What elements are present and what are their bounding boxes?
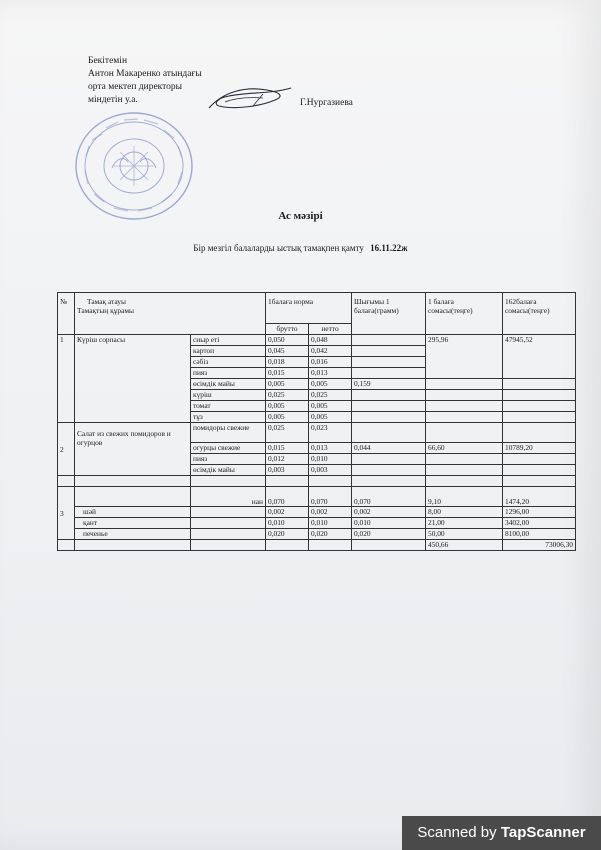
ingredient-consumption: 0,070	[352, 487, 426, 507]
watermark-brand: TapScanner	[500, 824, 586, 841]
header-dish	[75, 293, 266, 335]
header-sum-one: 1 балаға сомасы(теңге)	[426, 293, 503, 335]
header-sum-all: 162балаға сомасы(теңге)	[503, 293, 576, 335]
empty-cell	[191, 507, 266, 518]
ingredient-brutto: 0,002	[266, 507, 309, 518]
page-subtitle	[0, 243, 601, 253]
ingredient-netto: 0,005	[309, 401, 352, 412]
empty-cell	[426, 423, 503, 443]
ingredient-netto: 0,042	[309, 346, 352, 357]
ingredient-name: томат	[191, 401, 266, 412]
dish1-consumption: 0,159	[352, 379, 426, 390]
ingredient-netto: 0,016	[309, 357, 352, 368]
ingredient-consumption: 0,020	[352, 529, 426, 540]
dish1-sum-one: 295,96	[426, 335, 503, 379]
ingredient-netto: 0,023	[309, 423, 352, 443]
empty-cell	[352, 357, 426, 368]
empty-cell	[426, 476, 503, 487]
empty-cell	[352, 346, 426, 357]
ingredient-netto: 0,010	[309, 518, 352, 529]
header-brutto: брутто	[266, 324, 309, 335]
ingredient-name: печенье	[75, 529, 191, 540]
empty-cell	[352, 454, 426, 465]
empty-cell	[191, 540, 266, 551]
subtitle-text: Бір мезгіл балаларды ыстық тамақпен қамту	[193, 243, 364, 253]
ingredient-name: өсімдік майы	[191, 465, 266, 476]
empty-cell	[352, 335, 426, 346]
watermark-prefix: Scanned by	[417, 824, 497, 841]
ingredient-sum-all: 3402,00	[503, 518, 576, 529]
ingredient-brutto: 0,015	[266, 368, 309, 379]
ingredient-netto: 0,013	[309, 368, 352, 379]
ingredient-name: огурцы свежие	[191, 443, 266, 454]
header-composition: Тамақтың құрамы	[77, 306, 135, 315]
page-title: Ас мәзірі	[278, 210, 323, 222]
ingredient-netto: 0,005	[309, 379, 352, 390]
ingredient-brutto: 0,050	[266, 335, 309, 346]
dish1-num: 1	[58, 335, 75, 423]
approval-line-4: міндетін у.а.	[88, 95, 138, 105]
dish1-name: Күріш сорпасы	[75, 335, 191, 423]
ingredient-sum-one: 50,00	[426, 529, 503, 540]
empty-cell	[426, 401, 503, 412]
menu-table	[57, 292, 576, 551]
ingredient-brutto: 0,070	[266, 487, 309, 507]
dish2-num: 2	[58, 423, 75, 476]
dish3-num: 3	[58, 487, 75, 540]
ingredient-netto: 0,048	[309, 335, 352, 346]
table-row	[58, 476, 576, 487]
dish2-consumption: 0,044	[352, 443, 426, 454]
ingredient-brutto: 0,025	[266, 390, 309, 401]
empty-cell	[426, 412, 503, 423]
ingredient-netto: 0,013	[309, 443, 352, 454]
empty-cell	[503, 390, 576, 401]
ingredient-name: өсімдік майы	[191, 379, 266, 390]
ingredient-brutto: 0,012	[266, 454, 309, 465]
ingredient-sum-one: 21,00	[426, 518, 503, 529]
ingredient-netto: 0,003	[309, 465, 352, 476]
ingredient-netto: 0,005	[309, 412, 352, 423]
empty-cell	[503, 423, 576, 443]
ingredient-netto: 0,025	[309, 390, 352, 401]
header-netto: нетто	[309, 324, 352, 335]
empty-cell	[191, 518, 266, 529]
subtitle-date: 16.11.22ж	[370, 243, 408, 253]
table-row	[58, 507, 576, 518]
table-row	[58, 487, 576, 507]
table-row	[58, 423, 576, 443]
ingredient-sum-one: 8,00	[426, 507, 503, 518]
ingredient-name: пияз	[191, 368, 266, 379]
empty-cell	[352, 390, 426, 401]
table-row	[58, 335, 576, 346]
ingredient-name: тұз	[191, 412, 266, 423]
header-num: №	[58, 293, 75, 335]
approval-line-3: орта мектеп директоры	[88, 82, 183, 92]
empty-cell	[503, 454, 576, 465]
ingredient-brutto: 0,045	[266, 346, 309, 357]
empty-cell	[191, 529, 266, 540]
total-sum-one: 450,66	[426, 540, 503, 551]
dish2-name: Салат из свежих помидоров и огурцов	[75, 423, 191, 476]
empty-cell	[352, 465, 426, 476]
empty-cell	[352, 540, 426, 551]
ingredient-brutto: 0,005	[266, 401, 309, 412]
ingredient-name: помидоры свежие	[191, 423, 266, 443]
dish1-sum-all: 47945,52	[503, 335, 576, 379]
empty-cell	[426, 454, 503, 465]
empty-cell	[266, 476, 309, 487]
empty-cell	[58, 476, 75, 487]
dish2-sum-all: 10789,20	[503, 443, 576, 454]
empty-cell	[426, 465, 503, 476]
empty-cell	[426, 390, 503, 401]
header-dish-name: Тамақ атауы	[87, 297, 126, 306]
empty-cell	[352, 401, 426, 412]
ingredient-netto: 0,020	[309, 529, 352, 540]
table-header-row	[58, 293, 576, 324]
header-consumption: Шығымы 1 балаға(грамм)	[352, 293, 426, 335]
ingredient-brutto: 0,018	[266, 357, 309, 368]
empty-cell	[352, 368, 426, 379]
empty-cell	[75, 476, 191, 487]
ingredient-brutto: 0,015	[266, 443, 309, 454]
ingredient-brutto: 0,025	[266, 423, 309, 443]
empty-cell	[503, 465, 576, 476]
ingredient-sum-one: 9,10	[426, 487, 503, 507]
ingredient-brutto: 0,003	[266, 465, 309, 476]
ingredient-sum-all: 8100,00	[503, 529, 576, 540]
empty-cell	[309, 540, 352, 551]
empty-cell	[58, 540, 75, 551]
ingredient-name: күріш	[191, 390, 266, 401]
ingredient-name: пияз	[191, 454, 266, 465]
ingredient-brutto: 0,005	[266, 379, 309, 390]
ingredient-netto: 0,002	[309, 507, 352, 518]
ingredient-name: картоп	[191, 346, 266, 357]
ingredient-brutto: 0,010	[266, 518, 309, 529]
table-row	[58, 529, 576, 540]
approval-line-1: Бекітемін	[88, 56, 128, 66]
signer-name: Г.Нургазиева	[300, 98, 353, 108]
total-sum-all: 73006,30	[503, 540, 576, 551]
empty-cell	[352, 412, 426, 423]
empty-cell	[426, 379, 503, 390]
ingredient-name: нан	[191, 487, 266, 507]
empty-cell	[309, 476, 352, 487]
empty-cell	[503, 379, 576, 390]
ingredient-netto: 0,010	[309, 454, 352, 465]
official-stamp-icon	[72, 110, 197, 225]
ingredient-name: сиыр еті	[191, 335, 266, 346]
table-row	[58, 518, 576, 529]
ingredient-netto: 0,070	[309, 487, 352, 507]
ingredient-consumption: 0,010	[352, 518, 426, 529]
ingredient-name: қант	[75, 518, 191, 529]
empty-cell	[266, 540, 309, 551]
empty-cell	[503, 476, 576, 487]
empty-cell	[191, 476, 266, 487]
approval-line-2: Антон Макаренко атындағы	[88, 69, 202, 79]
empty-cell	[352, 423, 426, 443]
empty-cell	[352, 476, 426, 487]
ingredient-brutto: 0,005	[266, 412, 309, 423]
ingredient-sum-all: 1474,20	[503, 487, 576, 507]
header-norm: 1балаға норма	[266, 293, 352, 324]
signature-icon	[205, 82, 295, 116]
empty-cell	[75, 540, 191, 551]
ingredient-consumption: 0,002	[352, 507, 426, 518]
ingredient-name: шәй	[75, 507, 191, 518]
ingredient-name: сәбіз	[191, 357, 266, 368]
approval-block	[88, 55, 202, 107]
scanner-watermark	[402, 816, 601, 850]
ingredient-sum-all: 1296,00	[503, 507, 576, 518]
empty-cell	[503, 401, 576, 412]
dish2-sum-one: 66,60	[426, 443, 503, 454]
empty-cell	[75, 487, 191, 507]
ingredient-brutto: 0,020	[266, 529, 309, 540]
totals-row	[58, 540, 576, 551]
empty-cell	[503, 412, 576, 423]
